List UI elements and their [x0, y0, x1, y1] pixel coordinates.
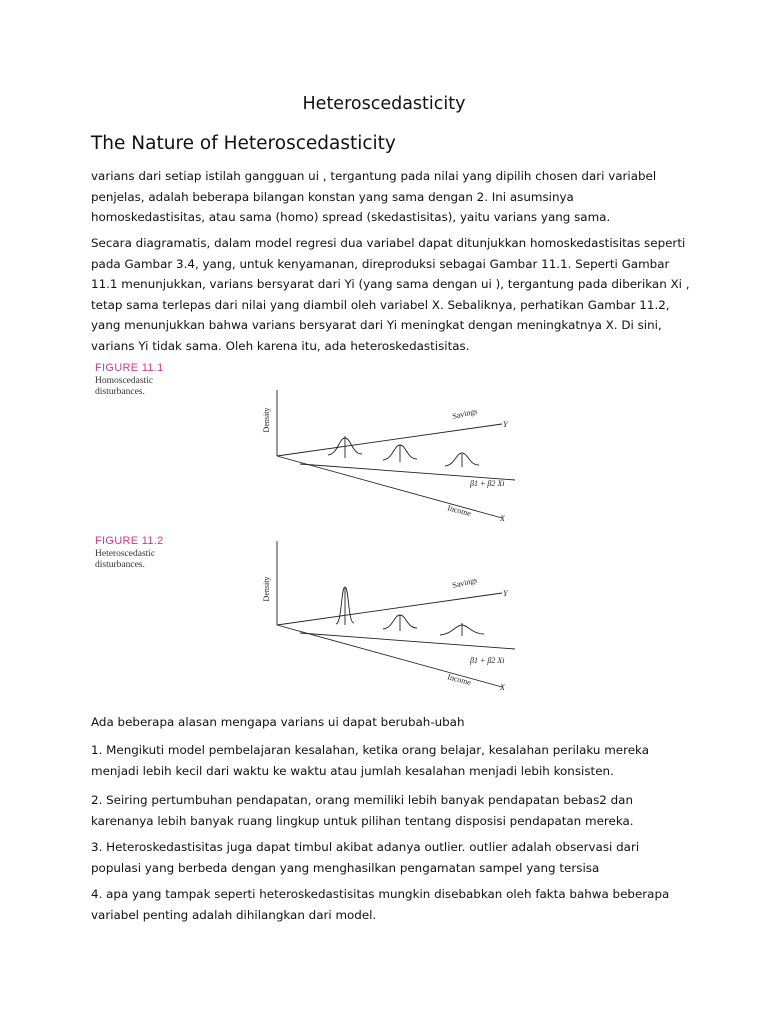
income-label: Income — [446, 672, 472, 688]
section-heading: The Nature of Heteroscedasticity — [91, 133, 396, 154]
figure-1-label: FIGURE 11.1 — [95, 362, 164, 374]
figure-2-caption — [95, 549, 195, 571]
y-symbol: Y — [503, 420, 508, 429]
figure-2-label: FIGURE 11.2 — [95, 535, 164, 547]
paragraph-6: 3. Heteroskedastisitas juga dapat timbul akibat adanya outlier. outlier adalah observasi dari populasi yang berbeda dengan yang menghasilkan pengamatan sampel yang tersisa — [91, 840, 640, 875]
figure-1-diagram — [240, 368, 530, 526]
paragraph-7: 4. apa yang tampak seperti heteroskedastisitas mungkin disebabkan oleh fakta bahwa beberapa variabel penting adalah dihilangkan dari model. — [91, 887, 670, 922]
paragraph-1: varians dari setiap istilah gangguan ui , tergantung pada nilai yang dipilih chosen dari variabel penjelas, adalah beberapa bilangan konstan yang sama dengan 2. Ini asumsinya homoskedastisitas, atau sama (homo) spread (skedastisitas), yaitu varians yang sama. — [91, 169, 657, 224]
figure-2-diagram — [240, 533, 530, 695]
figure-2-caption-line2: disturbances. — [95, 560, 145, 570]
document-title: Heteroscedasticity — [302, 94, 466, 114]
paragraph-3: Ada beberapa alasan mengapa varians ui dapat berubah-ubah — [91, 715, 465, 729]
figure-2-caption-line1: Heteroscedastic — [95, 549, 156, 559]
paragraph-5: 2. Seiring pertumbuhan pendapatan, orang memiliki lebih banyak pendapatan bebas2 dan karenanya lebih banyak ruang lingkup untuk pilihan tentang disposisi pendapatan mereka. — [91, 793, 634, 828]
density-label: Density — [262, 576, 271, 602]
regression-label: β1 + β2 Xi — [470, 656, 505, 665]
y-symbol: Y — [503, 589, 508, 598]
savings-label: Savings — [451, 575, 479, 590]
paragraph-4: 1. Mengikuti model pembelajaran kesalahan, ketika orang belajar, kesalahan perilaku mereka menjadi lebih kecil dari waktu ke waktu atau jumlah kesalahan menjadi lebih konsisten. — [91, 743, 650, 778]
figure-1-caption-line2: disturbances. — [95, 387, 145, 397]
regression-line — [300, 633, 515, 649]
savings-axis — [277, 593, 502, 625]
income-label: Income — [446, 503, 472, 519]
x-symbol: X — [500, 514, 505, 523]
x-symbol: X — [500, 683, 505, 692]
paragraph-2: Secara diagramatis, dalam model regresi dua variabel dapat ditunjukkan homoskedastisitas seperti pada Gambar 3.4, yang, untuk kenyamanan, direproduksi sebagai Gambar 11.1. Seperti Gambar 11.1 menunjukkan, varians bersyarat dari Yi (yang sama dengan ui ), tergantung pada diberikan Xi , tetap sama terlepas dari nilai yang diambil oleh variabel X. Sebaliknya, perhatikan Gambar 11.2, yang menunjukkan bahwa varians bersyarat dari Yi meningkat dengan meningkatnya X. Di sini, varians Yi tidak sama. Oleh karena itu, ada heteroskedastisitas. — [91, 236, 690, 353]
density-label: Density — [262, 407, 271, 433]
figure-1-caption — [95, 376, 195, 398]
regression-label: β1 + β2 Xi — [470, 479, 505, 488]
regression-line — [300, 464, 515, 480]
savings-label: Savings — [451, 406, 479, 421]
figure-1-caption-line1: Homoscedastic — [95, 376, 154, 386]
savings-axis — [277, 424, 502, 456]
